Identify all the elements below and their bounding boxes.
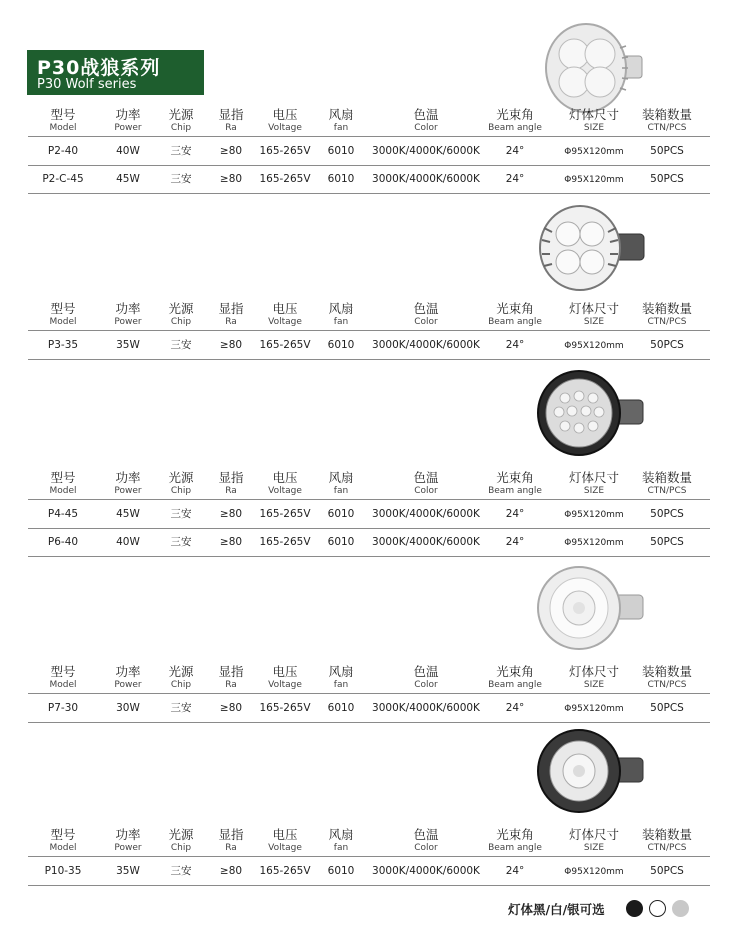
table-cell: 3000K/4000K/6000K: [372, 145, 480, 157]
color-options-label: 灯体黑/白/银可选: [508, 902, 605, 917]
column-header-en: CTN/PCS: [647, 317, 687, 327]
column-header-cn: 光源: [168, 664, 194, 679]
table-cell: 3000K/4000K/6000K: [372, 702, 480, 714]
table-cell: 三安: [170, 536, 192, 548]
color-swatch: [626, 900, 643, 917]
column-header-cn: 电压: [272, 301, 298, 316]
series-title-banner: [27, 50, 204, 95]
column-header-en: CTN/PCS: [647, 680, 687, 690]
column-header-en: Color: [414, 123, 438, 133]
column-header-cn: 装箱数量: [641, 664, 693, 679]
lamp-image-p3: [536, 202, 651, 300]
column-header-en: Model: [49, 486, 77, 496]
table-cell: Φ95X120mm: [564, 341, 624, 351]
column-header-cn: 功率: [115, 301, 141, 316]
column-header-cn: 装箱数量: [641, 107, 693, 122]
column-header-cn: 功率: [115, 470, 141, 485]
column-header-en: Chip: [170, 680, 192, 690]
column-header-en: SIZE: [583, 486, 605, 496]
column-header-cn: 灯体尺寸: [568, 470, 620, 485]
column-header-en: Color: [414, 680, 438, 690]
color-swatch: [672, 900, 689, 917]
table-cell: 6010: [327, 508, 355, 520]
table-cell: ≥80: [219, 865, 243, 877]
table-cell: 三安: [170, 702, 192, 714]
table-cell: 50PCS: [650, 339, 684, 351]
table-cell: 3000K/4000K/6000K: [372, 508, 480, 520]
series-title-en: P30 Wolf series: [37, 77, 137, 92]
table-cell: 35W: [116, 865, 140, 877]
table-cell: ≥80: [219, 508, 243, 520]
table-cell: 三安: [170, 173, 192, 185]
table-cell: 3000K/4000K/6000K: [372, 339, 480, 351]
column-header-en: Chip: [170, 843, 192, 853]
column-header-cn: 型号: [50, 664, 76, 679]
column-header-en: Voltage: [268, 680, 302, 690]
column-header-cn: 光束角: [496, 664, 534, 679]
column-header-en: Power: [114, 680, 142, 690]
column-header-en: CTN/PCS: [647, 486, 687, 496]
table-cell: ≥80: [219, 145, 243, 157]
column-header-cn: 风扇: [328, 827, 354, 842]
column-header-en: Model: [49, 317, 77, 327]
table-cell: 30W: [116, 702, 140, 714]
table-cell: 三安: [170, 339, 192, 351]
table-cell: 24°: [505, 865, 525, 877]
column-header-cn: 光束角: [496, 301, 534, 316]
table-header: [28, 302, 710, 331]
column-header-cn: 显指: [218, 107, 244, 122]
table-row: [28, 528, 710, 557]
column-header-cn: 型号: [50, 470, 76, 485]
table-cell: 6010: [327, 339, 355, 351]
table-cell: Φ95X120mm: [564, 510, 624, 520]
column-header-en: Power: [114, 486, 142, 496]
table-cell: P2-C-45: [42, 173, 84, 185]
column-header-en: fan: [333, 680, 349, 690]
column-header-cn: 色温: [413, 301, 439, 316]
column-header-en: fan: [333, 843, 349, 853]
table-cell: 165-265V: [259, 145, 311, 157]
table-cell: 165-265V: [259, 865, 311, 877]
column-header-cn: 型号: [50, 107, 76, 122]
table-cell: 45W: [116, 508, 140, 520]
table-cell: 50PCS: [650, 508, 684, 520]
column-header-cn: 功率: [115, 827, 141, 842]
column-header-en: Beam angle: [488, 680, 542, 690]
column-header-cn: 风扇: [328, 470, 354, 485]
column-header-cn: 光源: [168, 107, 194, 122]
table-cell: 50PCS: [650, 536, 684, 548]
column-header-en: Ra: [225, 123, 237, 133]
table-cell: ≥80: [219, 173, 243, 185]
table-cell: 50PCS: [650, 702, 684, 714]
column-header-cn: 灯体尺寸: [568, 664, 620, 679]
column-header-en: Power: [114, 123, 142, 133]
table-cell: 165-265V: [259, 536, 311, 548]
column-header-cn: 电压: [272, 107, 298, 122]
table-cell: 6010: [327, 173, 355, 185]
table-cell: 6010: [327, 536, 355, 548]
table-cell: P2-40: [47, 145, 79, 157]
column-header-en: Power: [114, 843, 142, 853]
table-cell: 165-265V: [259, 508, 311, 520]
table-cell: Φ95X120mm: [564, 538, 624, 548]
table-cell: 24°: [505, 145, 525, 157]
column-header-cn: 风扇: [328, 301, 354, 316]
column-header-cn: 灯体尺寸: [568, 301, 620, 316]
column-header-en: Ra: [225, 317, 237, 327]
column-header-cn: 电压: [272, 827, 298, 842]
column-header-cn: 色温: [413, 107, 439, 122]
table-cell: Φ95X120mm: [564, 147, 624, 157]
column-header-cn: 装箱数量: [641, 827, 693, 842]
column-header-en: Model: [49, 680, 77, 690]
column-header-en: CTN/PCS: [647, 123, 687, 133]
table-cell: 24°: [505, 173, 525, 185]
column-header-en: Beam angle: [488, 317, 542, 327]
column-header-en: fan: [333, 123, 349, 133]
table-cell: 3000K/4000K/6000K: [372, 536, 480, 548]
table-cell: 165-265V: [259, 339, 311, 351]
column-header-cn: 功率: [115, 107, 141, 122]
column-header-en: CTN/PCS: [647, 843, 687, 853]
column-header-en: Chip: [170, 486, 192, 496]
column-header-en: fan: [333, 317, 349, 327]
table-cell: 40W: [116, 145, 140, 157]
table-cell: Φ95X120mm: [564, 175, 624, 185]
column-header-cn: 光源: [168, 470, 194, 485]
column-header-cn: 型号: [50, 301, 76, 316]
column-header-cn: 装箱数量: [641, 470, 693, 485]
column-header-cn: 功率: [115, 664, 141, 679]
table-cell: 三安: [170, 508, 192, 520]
column-header-en: Model: [49, 123, 77, 133]
table-row: [28, 857, 710, 886]
table-row: [28, 331, 710, 360]
column-header-en: Beam angle: [488, 843, 542, 853]
table-cell: P10-35: [44, 865, 82, 877]
table-cell: Φ95X120mm: [564, 867, 624, 877]
table-cell: 50PCS: [650, 145, 684, 157]
column-header-cn: 风扇: [328, 664, 354, 679]
column-header-en: Chip: [170, 317, 192, 327]
table-cell: 3000K/4000K/6000K: [372, 865, 480, 877]
column-header-en: Ra: [225, 680, 237, 690]
series-title-cn: P30战狼系列: [37, 57, 161, 79]
table-cell: 165-265V: [259, 173, 311, 185]
table-cell: 40W: [116, 536, 140, 548]
column-header-cn: 显指: [218, 301, 244, 316]
column-header-en: SIZE: [583, 317, 605, 327]
column-header-en: SIZE: [583, 843, 605, 853]
table-cell: 50PCS: [650, 865, 684, 877]
column-header-cn: 光束角: [496, 827, 534, 842]
column-header-en: fan: [333, 486, 349, 496]
column-header-en: Power: [114, 317, 142, 327]
column-header-en: Voltage: [268, 486, 302, 496]
column-header-en: Model: [49, 843, 77, 853]
table-cell: 24°: [505, 702, 525, 714]
column-header-cn: 光束角: [496, 470, 534, 485]
table-cell: 50PCS: [650, 173, 684, 185]
column-header-en: Beam angle: [488, 486, 542, 496]
column-header-cn: 电压: [272, 664, 298, 679]
table-cell: P7-30: [47, 702, 79, 714]
table-cell: 165-265V: [259, 702, 311, 714]
lamp-image-p10: [535, 728, 650, 823]
column-header-cn: 显指: [218, 827, 244, 842]
column-header-cn: 色温: [413, 827, 439, 842]
column-header-en: Color: [414, 486, 438, 496]
column-header-cn: 型号: [50, 827, 76, 842]
table-cell: ≥80: [219, 339, 243, 351]
column-header-en: Chip: [170, 123, 192, 133]
column-header-cn: 风扇: [328, 107, 354, 122]
column-header-en: Ra: [225, 843, 237, 853]
column-header-en: Beam angle: [488, 123, 542, 133]
table-cell: 24°: [505, 339, 525, 351]
table-header: [28, 828, 710, 857]
table-header: [28, 108, 710, 137]
column-header-en: Color: [414, 317, 438, 327]
column-header-en: Voltage: [268, 123, 302, 133]
column-header-en: Color: [414, 843, 438, 853]
column-header-cn: 色温: [413, 664, 439, 679]
table-row: [28, 165, 710, 194]
column-header-en: SIZE: [583, 680, 605, 690]
table-row: [28, 694, 710, 723]
column-header-cn: 电压: [272, 470, 298, 485]
table-cell: Φ95X120mm: [564, 704, 624, 714]
table-cell: P6-40: [47, 536, 79, 548]
column-header-cn: 光束角: [496, 107, 534, 122]
table-cell: 三安: [170, 145, 192, 157]
table-cell: 三安: [170, 865, 192, 877]
column-header-en: Voltage: [268, 317, 302, 327]
column-header-cn: 光源: [168, 301, 194, 316]
column-header-cn: 灯体尺寸: [568, 107, 620, 122]
table-cell: 6010: [327, 702, 355, 714]
column-header-cn: 灯体尺寸: [568, 827, 620, 842]
column-header-en: Ra: [225, 486, 237, 496]
lamp-image-p7: [535, 565, 650, 660]
table-cell: P4-45: [47, 508, 79, 520]
table-cell: 3000K/4000K/6000K: [372, 173, 480, 185]
table-cell: 6010: [327, 865, 355, 877]
lamp-image-p4: [535, 368, 650, 463]
column-header-cn: 装箱数量: [641, 301, 693, 316]
table-row: [28, 500, 710, 529]
table-header: [28, 471, 710, 500]
table-cell: P3-35: [47, 339, 79, 351]
column-header-en: SIZE: [583, 123, 605, 133]
table-cell: 24°: [505, 536, 525, 548]
column-header-en: Voltage: [268, 843, 302, 853]
column-header-cn: 色温: [413, 470, 439, 485]
table-cell: ≥80: [219, 536, 243, 548]
table-cell: ≥80: [219, 702, 243, 714]
lamp-image-p2: [540, 18, 650, 118]
column-header-cn: 显指: [218, 470, 244, 485]
table-cell: 45W: [116, 173, 140, 185]
column-header-cn: 光源: [168, 827, 194, 842]
color-swatch: [649, 900, 666, 917]
table-cell: 35W: [116, 339, 140, 351]
table-row: [28, 137, 710, 166]
table-cell: 6010: [327, 145, 355, 157]
column-header-cn: 显指: [218, 664, 244, 679]
table-cell: 24°: [505, 508, 525, 520]
table-header: [28, 665, 710, 694]
